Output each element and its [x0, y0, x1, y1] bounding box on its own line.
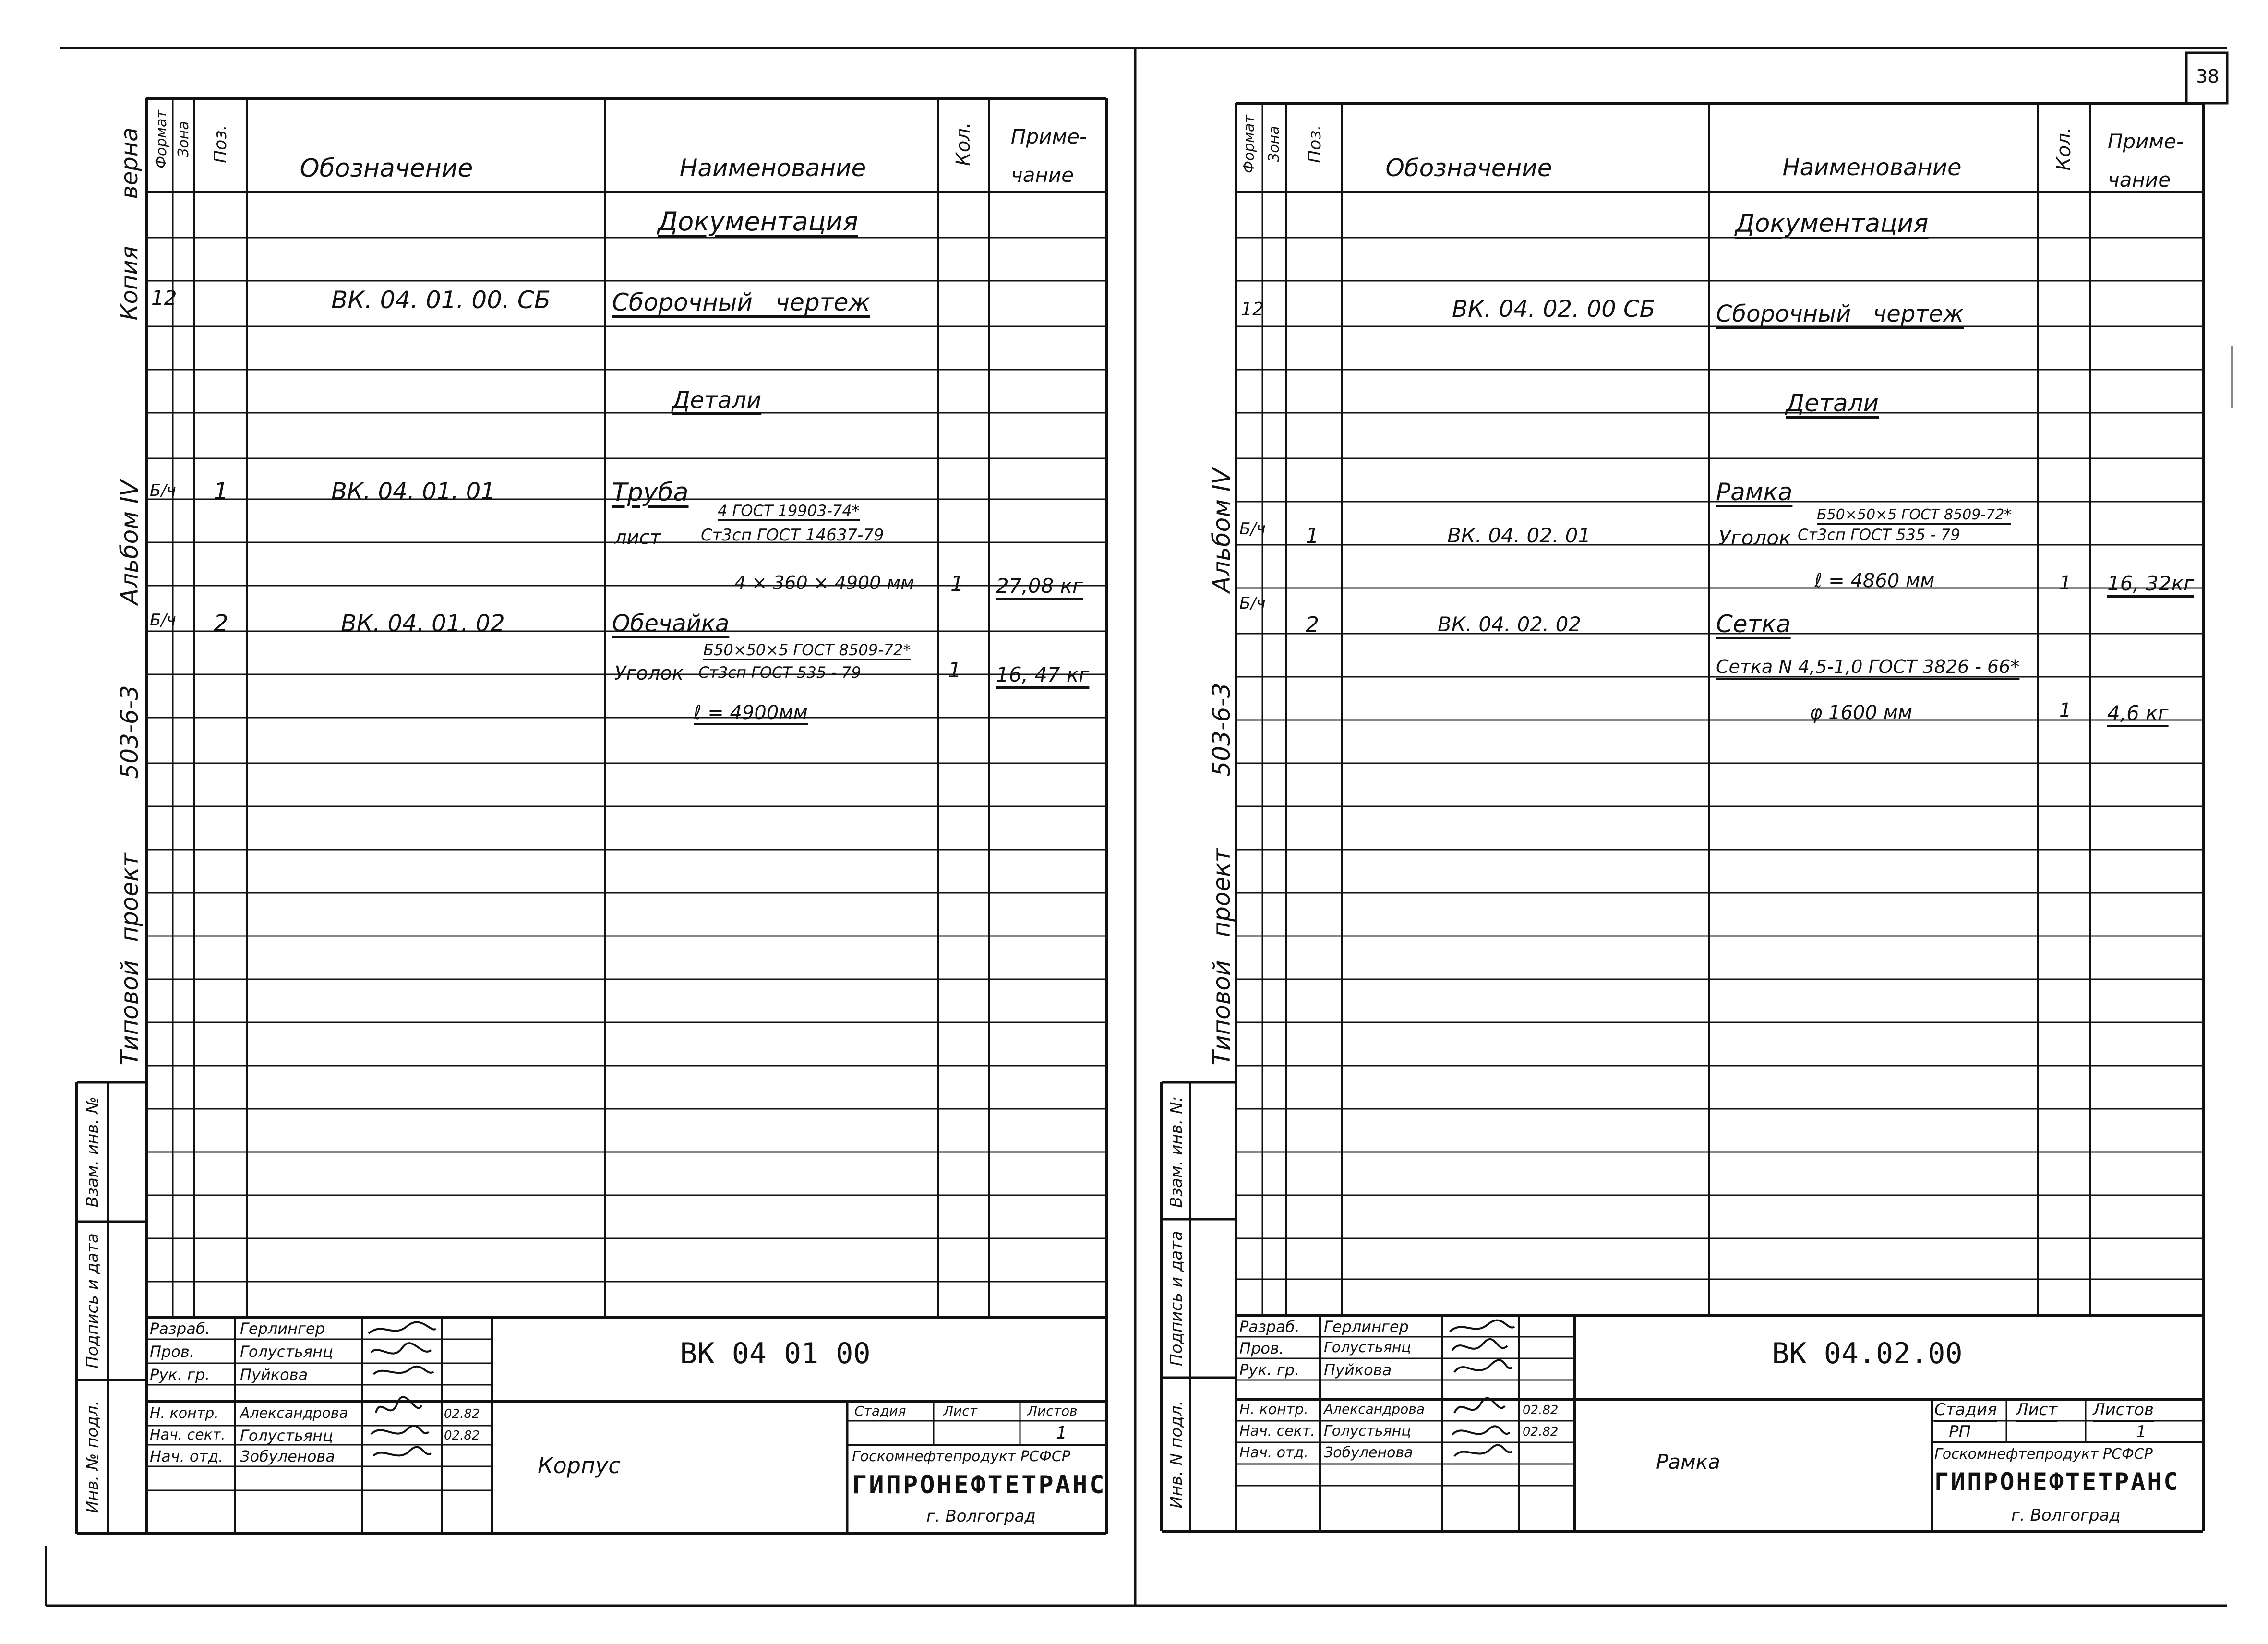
left-part2-qty: 1: [948, 658, 961, 683]
tb-name: Герлингер: [1324, 1318, 1409, 1336]
tb-organization: ГИПРОНЕФТЕТРАНС: [1934, 1468, 2180, 1496]
left-section-documentation: Документация: [658, 206, 858, 237]
right-part1-spec-top: Б50×50×5 ГОСТ 8509-72*: [1817, 508, 2011, 525]
left-part2-name: Обечайка: [612, 610, 730, 637]
left-doc-format: 12: [151, 286, 177, 310]
tb-date: 02.82: [444, 1407, 480, 1421]
tb-city: г. Волгоград: [926, 1507, 1036, 1526]
left-part2-format: Б/ч: [150, 611, 176, 630]
right-section-documentation: Документация: [1735, 209, 1929, 238]
right-part1-pos: 1: [1306, 524, 1319, 548]
tb-role: Рук. гр.: [150, 1366, 210, 1384]
right-part1-name: Рамка: [1716, 478, 1793, 506]
left-stamp-replaced: Взам. инв. №: [83, 1096, 102, 1208]
tb-sheets-header: Листов: [1027, 1403, 1078, 1419]
right-part1-qty: 1: [2059, 572, 2072, 594]
right-doc-designation: ВК. 04. 02. 00 СБ: [1452, 296, 1656, 323]
tb-city: г. Волгоград: [2011, 1506, 2121, 1525]
left-doc-designation: ВК. 04. 01. 00. СБ: [331, 286, 551, 314]
left-part1-note: 27,08 кг: [996, 574, 1083, 598]
tb-role: Нач. сект.: [150, 1427, 226, 1443]
left-album-label: Альбом IV: [116, 480, 144, 605]
left-part2-spec-bottom: Ст3сп ГОСТ 535 - 79: [698, 663, 861, 682]
right-stamp-inventory: Инв. N подл.: [1167, 1400, 1186, 1509]
right-part2-spec: Сетка N 4,5-1,0 ГОСТ 3826 - 66*: [1716, 656, 2020, 677]
right-section-parts: Детали: [1786, 389, 1879, 417]
tb-name: Голустьянц: [240, 1343, 333, 1361]
tb-date: 02.82: [1523, 1425, 1559, 1439]
right-header-format: Формат: [1241, 115, 1258, 173]
tb-stage-header: Стадия: [854, 1403, 906, 1419]
tb-role: Н. контр.: [1239, 1401, 1308, 1418]
signature-image: [1445, 1317, 1517, 1471]
right-header-qty: Кол.: [2053, 127, 2075, 171]
right-typical-label: Типовой: [1208, 960, 1236, 1066]
tb-role: Разраб.: [150, 1320, 210, 1338]
left-project-label: проект: [116, 853, 144, 942]
tb-role: Рук. гр.: [1239, 1361, 1300, 1379]
right-doc-format: 12: [1241, 299, 1264, 320]
left-part2-pos: 2: [214, 610, 228, 637]
tb-role: Пров.: [1239, 1339, 1284, 1357]
right-stamp-signature: Подпись и дата: [1167, 1231, 1186, 1366]
tb-date: 02.82: [1523, 1403, 1559, 1417]
right-part1-length: ℓ = 4860 мм: [1814, 570, 1935, 592]
right-part2-designation: ВК. 04. 02. 02: [1438, 612, 1582, 636]
left-header-name: Наименование: [679, 154, 866, 182]
tb-name: Александрова: [1324, 1401, 1425, 1417]
tb-date: 02.82: [444, 1428, 480, 1443]
tb-name: Зобуленова: [240, 1447, 335, 1465]
tb-stage: РП: [1949, 1422, 1971, 1441]
left-series-label: 503-6-3: [116, 685, 144, 779]
tb-role: Нач. отд.: [150, 1447, 224, 1465]
right-part1-prefix: Уголок: [1718, 526, 1791, 550]
tb-name: Голустьянц: [1324, 1423, 1411, 1440]
left-section-parts: Детали: [672, 387, 762, 414]
tb-role: Нач. сект.: [1239, 1423, 1315, 1440]
right-project-label: проект: [1208, 848, 1236, 937]
tb-stage-header: Стадия: [1934, 1400, 1997, 1419]
tb-sheet-header: Лист: [2016, 1400, 2058, 1419]
tb-role: Пров.: [150, 1343, 194, 1361]
tb-ministry: Госкомнефтепродукт РСФСР: [852, 1448, 1070, 1465]
left-part2-length: ℓ = 4900мм: [694, 703, 808, 725]
left-part2-prefix: Уголок: [614, 662, 684, 684]
right-header-pos: Поз.: [1305, 125, 1325, 163]
left-part1-size: 4 × 360 × 4900 мм: [734, 572, 914, 593]
right-part1-format: Б/ч: [1239, 519, 1266, 539]
tb-organization: ГИПРОНЕФТЕТРАНС: [852, 1471, 1106, 1500]
left-part2-spec-top: Б50×50×5 ГОСТ 8509-72*: [703, 642, 911, 660]
left-stamp-signature: Подпись и дата: [83, 1233, 102, 1368]
tb-name: Пуйкова: [1324, 1361, 1392, 1379]
left-part1-spec-bottom: Ст3сп ГОСТ 14637-79: [701, 526, 884, 545]
tb-role: Н. контр.: [150, 1405, 219, 1422]
left-header-format: Формат: [153, 110, 170, 168]
tb-name: Голустьянц: [1324, 1339, 1411, 1356]
left-part1-format: Б/ч: [150, 481, 176, 500]
tb-name: Герлингер: [240, 1320, 325, 1338]
tb-sheet-header: Лист: [943, 1403, 977, 1419]
right-part1-spec-bottom: Ст3сп ГОСТ 535 - 79: [1798, 526, 1960, 544]
left-part1-qty: 1: [950, 572, 964, 596]
left-part1-name: Труба: [612, 478, 689, 507]
right-part2-pos: 2: [1306, 612, 1319, 637]
right-part2-name: Сетка: [1716, 610, 1791, 638]
left-doc-name: Сборочный чертеж: [612, 288, 870, 316]
tb-role: Нач. отд.: [1239, 1444, 1308, 1461]
tb-name: Александрова: [240, 1405, 348, 1422]
tb-name: Зобуленова: [1324, 1444, 1413, 1461]
left-header-designation: Обозначение: [300, 154, 473, 183]
tb-name: Голустьянц: [240, 1427, 333, 1445]
left-stamp-inventory: Инв. № подл.: [83, 1400, 102, 1513]
left-part1-prefix: лист: [614, 527, 661, 549]
tb-ministry: Госкомнефтепродукт РСФСР: [1934, 1446, 2153, 1463]
right-part1-designation: ВК. 04. 02. 01: [1447, 524, 1591, 547]
right-part1-note: 16, 32кг: [2107, 572, 2195, 595]
left-copy-label-2: верна: [116, 127, 143, 199]
left-header-note: Приме- чание: [1010, 125, 1087, 187]
right-header-name: Наименование: [1782, 154, 1962, 181]
left-part2-note: 16, 47 кг: [996, 663, 1090, 686]
left-header-pos: Поз.: [211, 125, 230, 163]
right-doc-name: Сборочный чертеж: [1716, 300, 1964, 327]
tb-doc-code: ВК 04 01 00: [680, 1337, 871, 1370]
left-part1-pos: 1: [214, 478, 228, 505]
tb-sheets-count: 1: [2136, 1422, 2147, 1441]
right-header-note: Приме- чание: [2107, 130, 2184, 192]
tb-sheets-header: Листов: [2093, 1400, 2154, 1419]
right-part2-diameter: φ 1600 мм: [1810, 702, 1912, 724]
left-part1-designation: ВК. 04. 01. 01: [331, 478, 495, 505]
left-part2-designation: ВК. 04. 01. 02: [341, 610, 505, 637]
left-copy-label: Копия: [116, 246, 143, 321]
right-header-zone: Зона: [1266, 126, 1283, 162]
tb-product: Корпус: [538, 1452, 621, 1478]
right-header-designation: Обозначение: [1385, 154, 1552, 182]
right-stamp-replaced: Взам. инв. N:: [1167, 1096, 1186, 1208]
tb-role: Разраб.: [1239, 1318, 1300, 1336]
left-part1-spec-top: 4 ГОСТ 19903-74*: [718, 503, 860, 521]
left-header-zone: Зона: [175, 121, 192, 157]
tb-name: Пуйкова: [240, 1366, 308, 1384]
page-number: 38: [2196, 66, 2220, 87]
right-album-label: Альбом IV: [1208, 468, 1236, 593]
right-part2-format: Б/ч: [1239, 594, 1266, 613]
tb-product: Рамка: [1656, 1450, 1720, 1474]
tb-doc-code: ВК 04.02.00: [1772, 1337, 1963, 1370]
left-header-qty: Кол.: [952, 122, 974, 166]
right-series-label: 503-6-3: [1208, 683, 1236, 777]
tb-sheets-count: 1: [1056, 1423, 1067, 1443]
right-part2-note: 4,6 кг: [2107, 701, 2169, 725]
left-typical-label: Типовой: [116, 960, 144, 1066]
right-part2-qty: 1: [2059, 699, 2072, 721]
